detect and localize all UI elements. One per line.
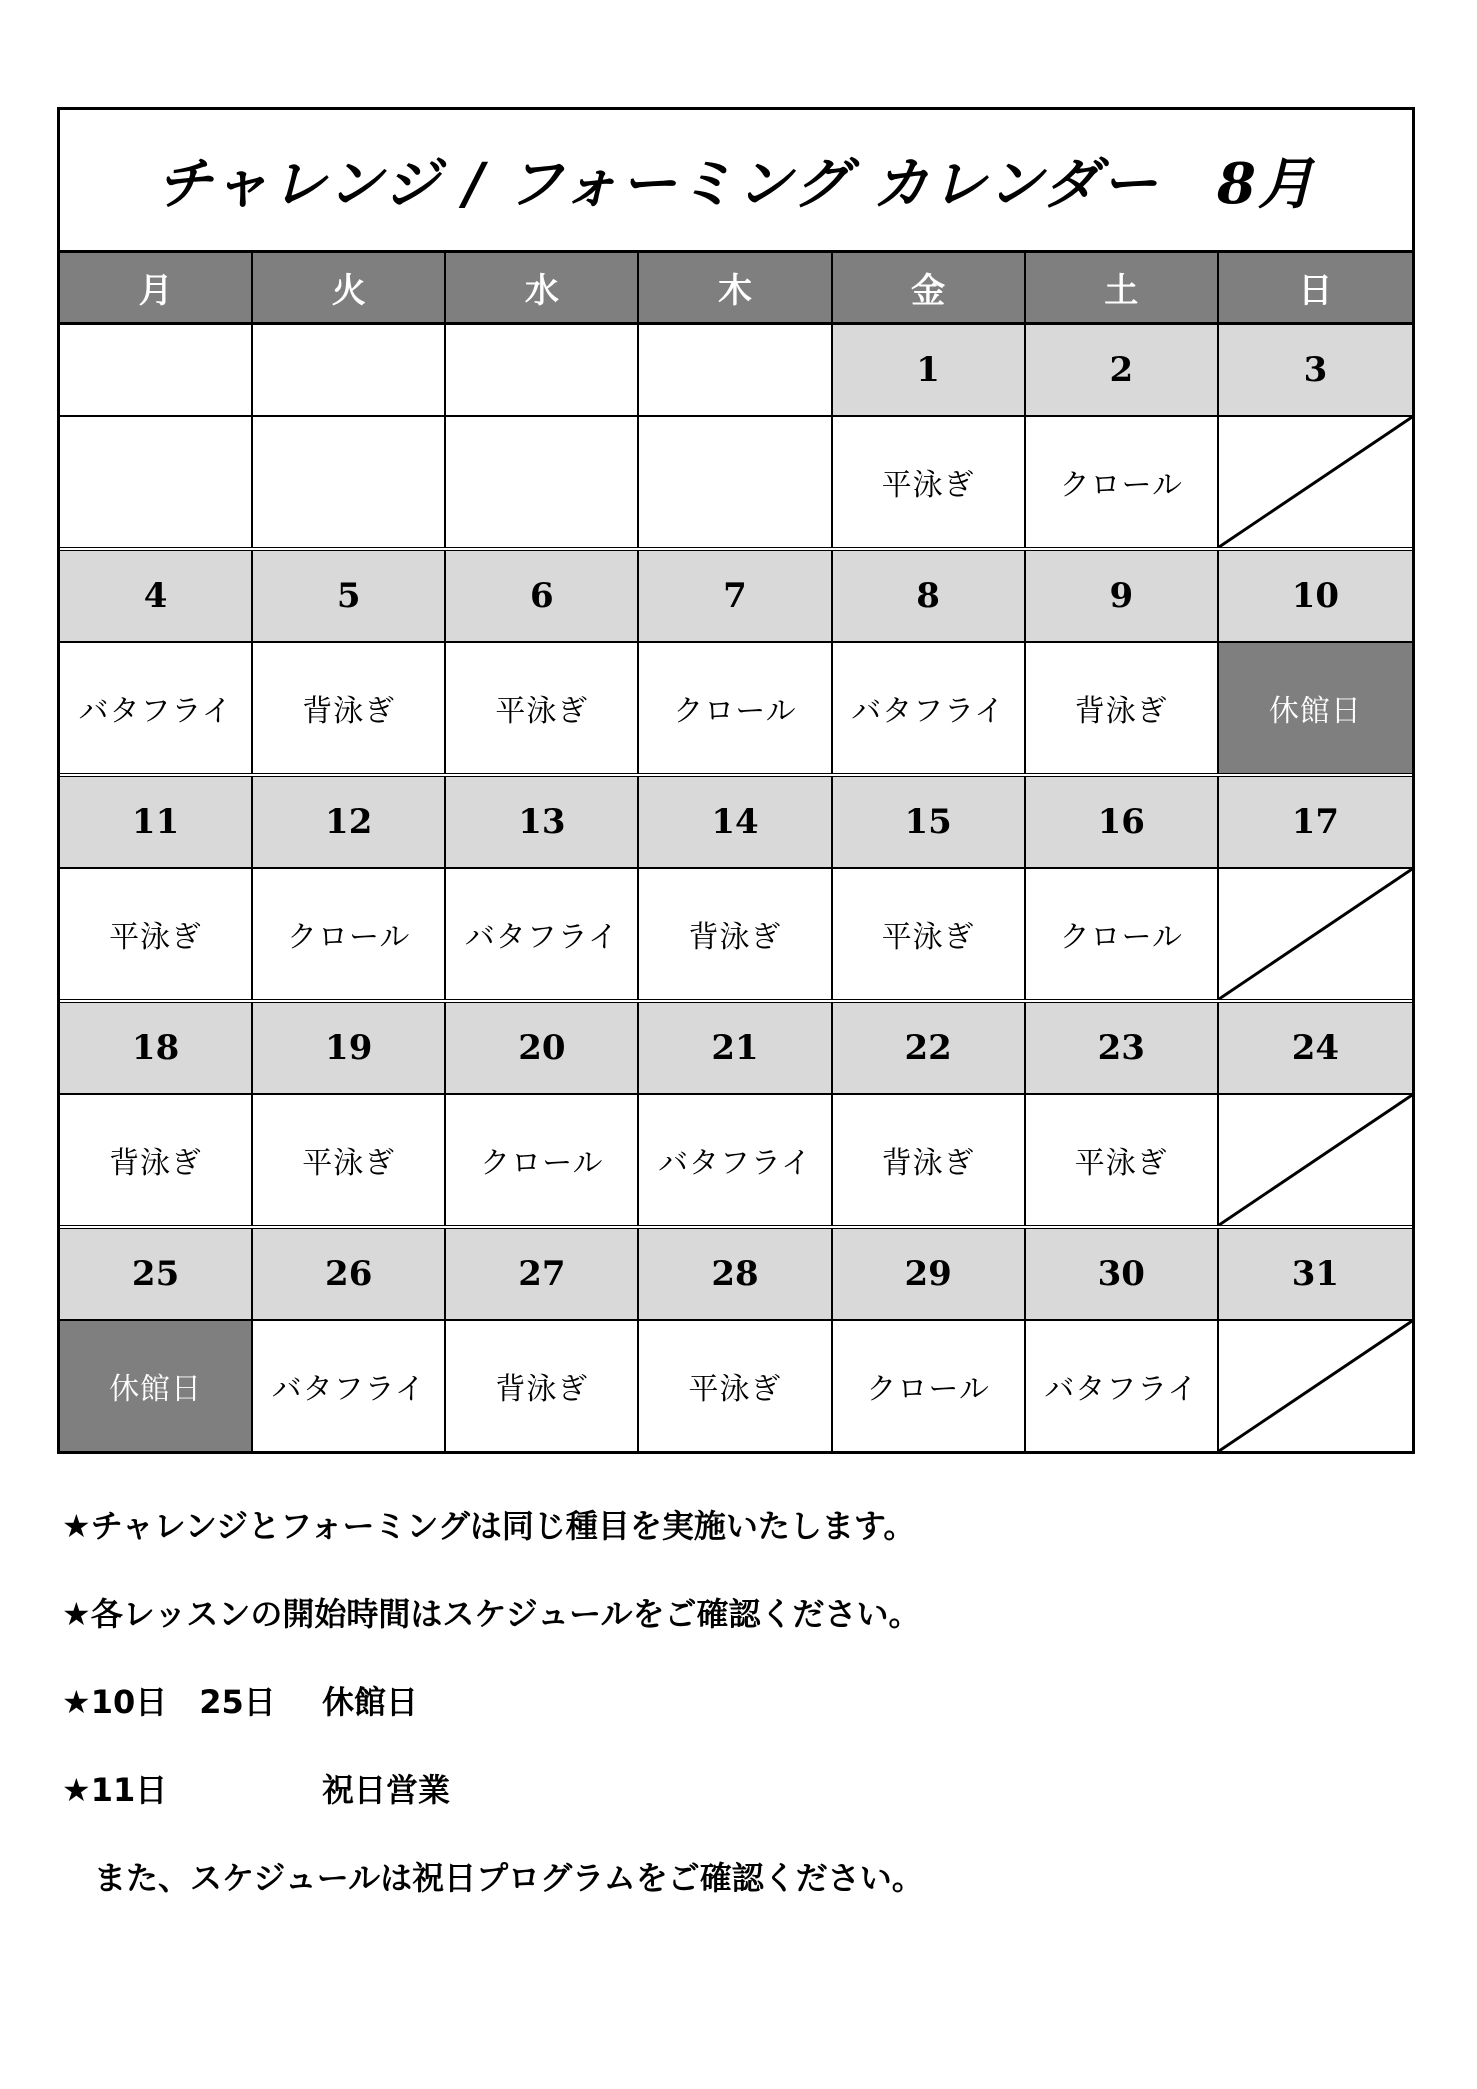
- program-cell: クロール: [446, 1095, 639, 1225]
- diagonal-slash-icon: [1219, 417, 1412, 547]
- dow-tue: 火: [253, 253, 446, 322]
- date-cell: 11: [60, 777, 253, 867]
- no-lesson-cell: [1219, 869, 1412, 999]
- closed-day-cell: 休館日: [1219, 643, 1412, 773]
- program-cell: [639, 417, 832, 547]
- dow-sun: 日: [1219, 253, 1412, 322]
- date-cell: 18: [60, 1003, 253, 1093]
- date-cell: 27: [446, 1229, 639, 1319]
- program-row: [60, 417, 1412, 547]
- week-row: [60, 551, 1412, 777]
- program-row: [60, 869, 1412, 999]
- closed-day-cell: 休館日: [60, 1321, 253, 1451]
- program-cell: バタフライ: [60, 643, 253, 773]
- note-closed-label: 休館日: [322, 1683, 419, 1721]
- date-cell: [639, 325, 832, 415]
- program-cell: 背泳ぎ: [253, 643, 446, 773]
- note-check-schedule: ★各レッスンの開始時間はスケジュールをご確認ください。: [62, 1595, 921, 1633]
- program-cell: バタフライ: [833, 643, 1026, 773]
- program-cell: 平泳ぎ: [446, 643, 639, 773]
- date-cell: 1: [833, 325, 1026, 415]
- program-cell: バタフライ: [639, 1095, 832, 1225]
- date-cell: [446, 325, 639, 415]
- date-cell: 15: [833, 777, 1026, 867]
- dow-wed: 水: [446, 253, 639, 322]
- date-cell: [60, 325, 253, 415]
- date-row: [60, 1229, 1412, 1321]
- date-cell: 19: [253, 1003, 446, 1093]
- program-cell: 背泳ぎ: [639, 869, 832, 999]
- date-cell: 16: [1026, 777, 1219, 867]
- program-cell: 背泳ぎ: [1026, 643, 1219, 773]
- program-row: [60, 1321, 1412, 1451]
- date-cell: 23: [1026, 1003, 1219, 1093]
- program-cell: 背泳ぎ: [833, 1095, 1026, 1225]
- calendar-table: [57, 107, 1415, 1454]
- diagonal-slash-icon: [1219, 1321, 1412, 1451]
- date-cell: 5: [253, 551, 446, 641]
- note-same-program: ★チャレンジとフォーミングは同じ種目を実施いたします。: [62, 1507, 916, 1545]
- calendar-weeks: [60, 325, 1412, 1451]
- date-cell: 28: [639, 1229, 832, 1319]
- program-cell: 平泳ぎ: [253, 1095, 446, 1225]
- program-cell: [60, 417, 253, 547]
- date-cell: 6: [446, 551, 639, 641]
- week-row: [60, 777, 1412, 1003]
- date-cell: [253, 325, 446, 415]
- week-row: [60, 1003, 1412, 1229]
- dow-mon: 月: [60, 253, 253, 322]
- no-lesson-cell: [1219, 417, 1412, 547]
- date-cell: 21: [639, 1003, 832, 1093]
- diagonal-slash-icon: [1219, 869, 1412, 999]
- date-cell: 3: [1219, 325, 1412, 415]
- program-cell: [446, 417, 639, 547]
- note-holiday-program: また、スケジュールは祝日プログラムをご確認ください。: [62, 1859, 924, 1897]
- diagonal-slash-icon: [1219, 1095, 1412, 1225]
- date-cell: 9: [1026, 551, 1219, 641]
- program-cell: 平泳ぎ: [833, 417, 1026, 547]
- date-cell: 26: [253, 1229, 446, 1319]
- note-closed-dates: ★10日 25日: [62, 1683, 276, 1721]
- date-cell: 2: [1026, 325, 1219, 415]
- day-of-week-header: [60, 253, 1412, 325]
- date-cell: 25: [60, 1229, 253, 1319]
- date-cell: 8: [833, 551, 1026, 641]
- program-cell: 平泳ぎ: [1026, 1095, 1219, 1225]
- program-cell: 背泳ぎ: [446, 1321, 639, 1451]
- calendar-title-row: [60, 110, 1412, 253]
- program-cell: クロール: [253, 869, 446, 999]
- note-holiday-label: 祝日営業: [322, 1771, 451, 1809]
- date-cell: 12: [253, 777, 446, 867]
- date-row: [60, 1003, 1412, 1095]
- date-cell: 13: [446, 777, 639, 867]
- date-cell: 14: [639, 777, 832, 867]
- date-cell: 30: [1026, 1229, 1219, 1319]
- program-row: [60, 643, 1412, 773]
- program-cell: バタフライ: [253, 1321, 446, 1451]
- note-closed-days: [62, 1656, 1362, 1744]
- date-cell: 31: [1219, 1229, 1412, 1319]
- date-cell: 7: [639, 551, 832, 641]
- program-cell: 平泳ぎ: [833, 869, 1026, 999]
- note-holiday: [62, 1744, 1362, 1832]
- dow-sat: 土: [1026, 253, 1219, 322]
- calendar-title: チャレンジ / フォーミング カレンダー 8月: [156, 151, 1316, 217]
- program-cell: クロール: [833, 1321, 1026, 1451]
- week-row: [60, 325, 1412, 551]
- program-row: [60, 1095, 1412, 1225]
- date-cell: 17: [1219, 777, 1412, 867]
- date-row: [60, 551, 1412, 643]
- program-cell: 背泳ぎ: [60, 1095, 253, 1225]
- program-cell: クロール: [1026, 417, 1219, 547]
- date-row: [60, 777, 1412, 869]
- date-cell: 10: [1219, 551, 1412, 641]
- note-holiday-date: ★11日: [62, 1771, 168, 1809]
- date-cell: 20: [446, 1003, 639, 1093]
- program-cell: [253, 417, 446, 547]
- program-cell: バタフライ: [446, 869, 639, 999]
- notes-section: [62, 1480, 1362, 1920]
- date-cell: 4: [60, 551, 253, 641]
- dow-fri: 金: [833, 253, 1026, 322]
- date-row: [60, 325, 1412, 417]
- date-cell: 22: [833, 1003, 1026, 1093]
- program-cell: 平泳ぎ: [639, 1321, 832, 1451]
- no-lesson-cell: [1219, 1095, 1412, 1225]
- date-cell: 29: [833, 1229, 1026, 1319]
- dow-thu: 木: [639, 253, 832, 322]
- program-cell: クロール: [639, 643, 832, 773]
- no-lesson-cell: [1219, 1321, 1412, 1451]
- date-cell: 24: [1219, 1003, 1412, 1093]
- week-row: [60, 1229, 1412, 1451]
- program-cell: バタフライ: [1026, 1321, 1219, 1451]
- program-cell: クロール: [1026, 869, 1219, 999]
- program-cell: 平泳ぎ: [60, 869, 253, 999]
